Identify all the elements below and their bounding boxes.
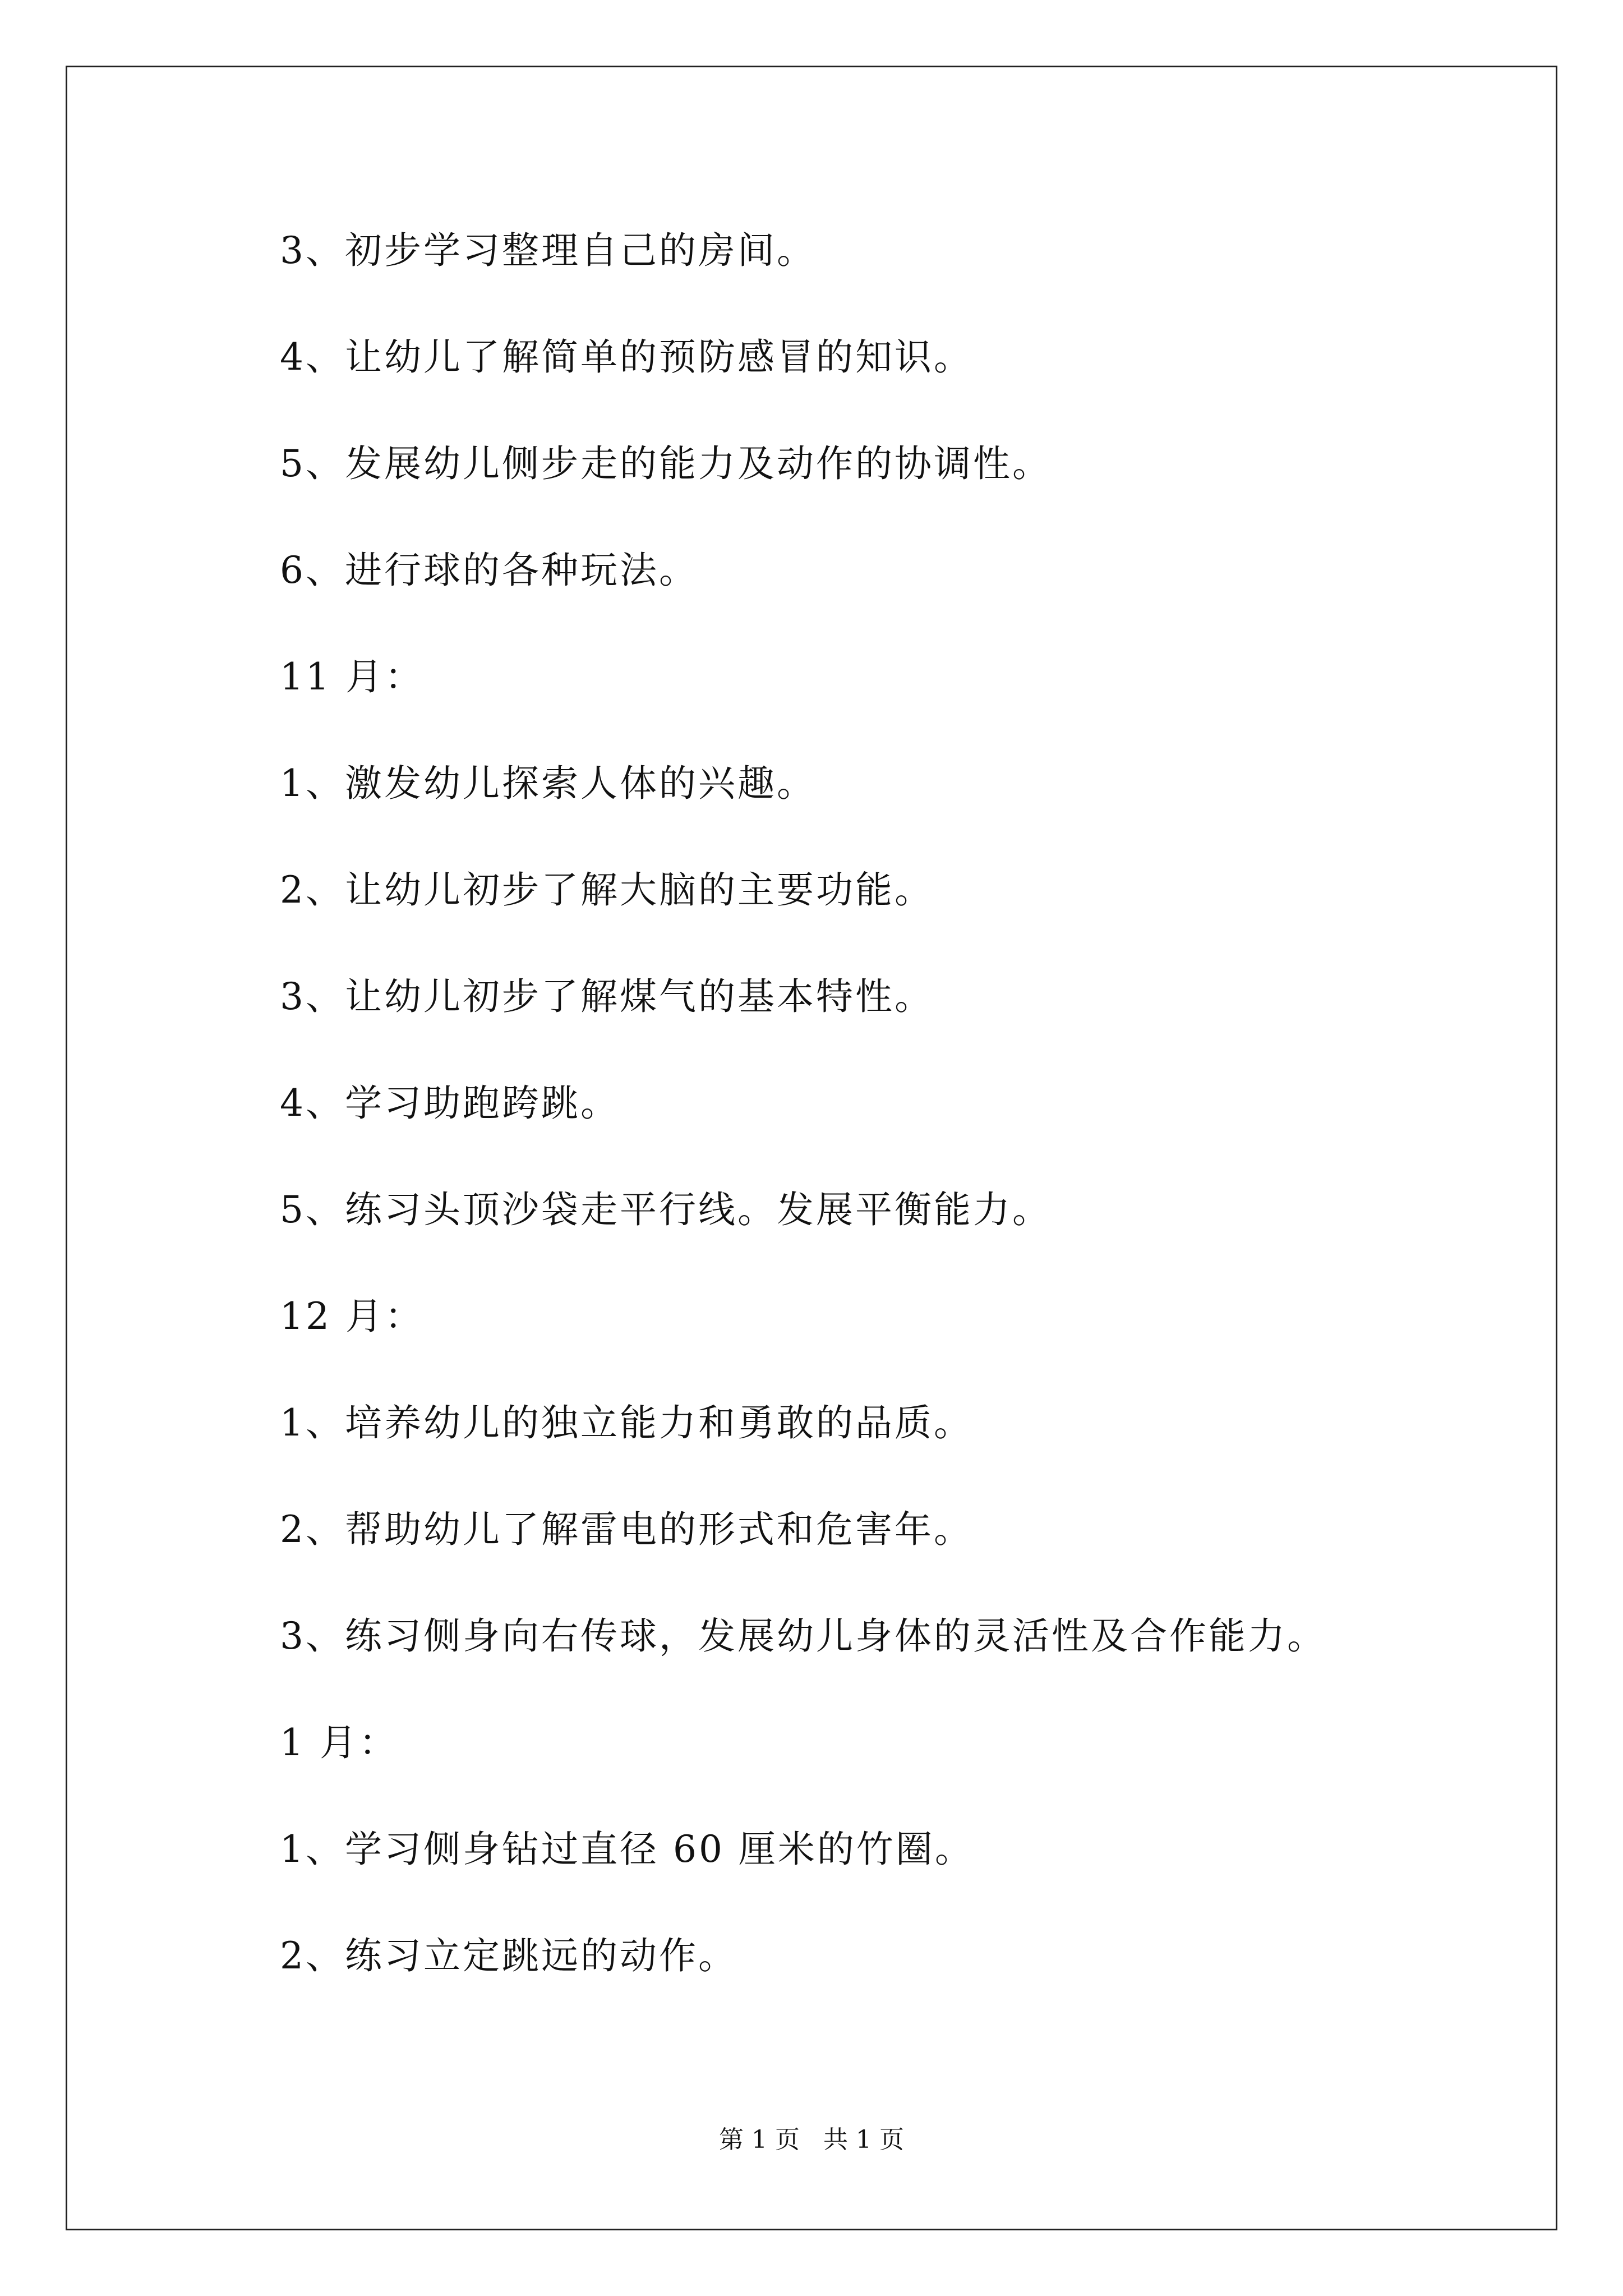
text-line: 6、进行球的各种玩法。 <box>280 549 698 592</box>
page-frame <box>66 66 1557 2230</box>
text-line: 1、培养幼儿的独立能力和勇敢的品质。 <box>280 1401 973 1444</box>
section-heading: 1 月： <box>280 1721 398 1764</box>
section-heading: 11 月： <box>280 655 424 698</box>
text-line: 1、激发幼儿探索人体的兴趣。 <box>280 762 816 805</box>
text-line: 2、让幼儿初步了解大脑的主要功能。 <box>280 868 934 912</box>
text-line: 2、练习立定跳远的动作。 <box>280 1934 737 1977</box>
text-line: 3、练习侧身向右传球，发展幼儿身体的灵活性及合作能力。 <box>280 1614 1326 1658</box>
section-heading: 12 月： <box>280 1295 424 1338</box>
text-line: 4、学习助跑跨跳。 <box>280 1082 620 1125</box>
text-line: 2、帮助幼儿了解雷电的形式和危害年。 <box>280 1508 973 1551</box>
text-line: 1、学习侧身钻过直径 60 厘米的竹圈。 <box>280 1828 974 1871</box>
page-footer: 第 1 页 共 1 页 <box>719 2125 904 2154</box>
text-line: 3、初步学习整理自己的房间。 <box>280 229 816 272</box>
text-line: 5、发展幼儿侧步走的能力及动作的协调性。 <box>280 442 1052 485</box>
text-line: 3、让幼儿初步了解煤气的基本特性。 <box>280 975 934 1018</box>
text-line: 5、练习头顶沙袋走平行线。发展平衡能力。 <box>280 1188 1052 1231</box>
text-line: 4、让幼儿了解简单的预防感冒的知识。 <box>280 335 973 379</box>
